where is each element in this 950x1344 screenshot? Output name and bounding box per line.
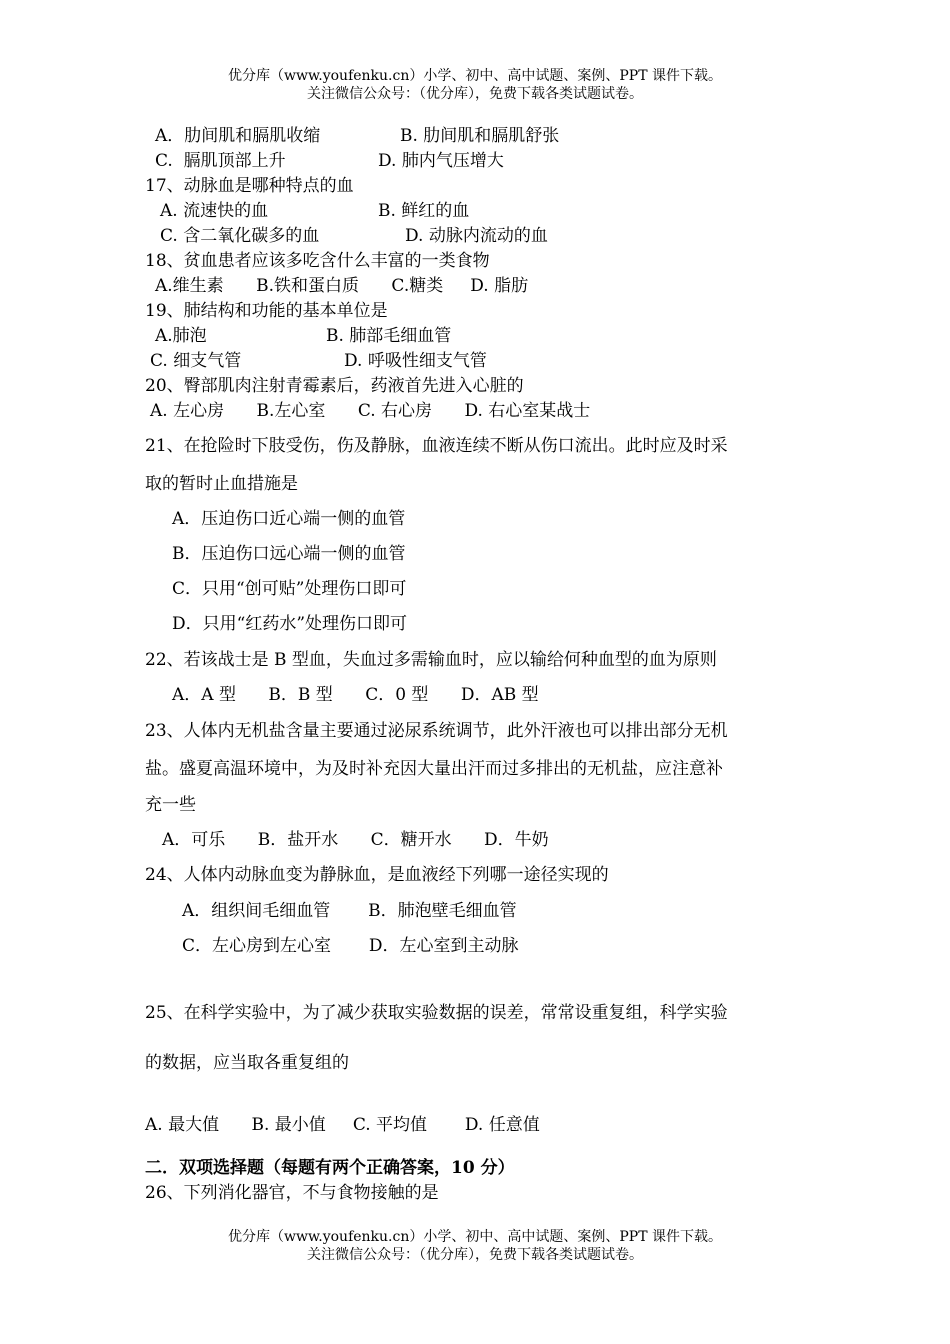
q21-option-d: D．只用“红药水”处理伤口即可	[172, 614, 408, 634]
header-line-2: 关注微信公众号：（优分库），免费下载各类试题试卷。	[307, 86, 643, 102]
q25-stem-line-1: 25、在科学实验中，为了减少获取实验数据的误差，常常设重复组，科学实验	[145, 1003, 728, 1023]
q23-options: A．可乐 B．盐开水 C．糖开水 D．牛奶	[162, 830, 549, 850]
q23-stem-line-1: 23、人体内无机盐含量主要通过泌尿系统调节，此外汗液也可以排出部分无机	[145, 721, 728, 741]
q21-option-b: B．压迫伤口远心端一侧的血管	[172, 544, 406, 564]
q23-stem-line-3: 充一些	[145, 795, 196, 815]
q17-option-c: C. 含二氧化碳多的血	[160, 226, 320, 246]
q25-options: A. 最大值 B. 最小值 C. 平均值 D. 任意值	[145, 1115, 540, 1135]
q19-option-a: A.肺泡	[155, 326, 207, 346]
header-line-1: 优分库（www.youfenku.cn）小学、初中、高中试题、案例、PPT 课件下载。	[227, 68, 722, 84]
footer-line-1: 优分库（www.youfenku.cn）小学、初中、高中试题、案例、PPT 课件下载。	[227, 1229, 722, 1245]
q20-options: A. 左心房 B.左心室 C. 右心房 D. 右心室某战士	[150, 401, 591, 421]
q17-option-b: B. 鲜红的血	[378, 201, 470, 221]
q22-options: A．A 型 B．B 型 C．0 型 D．AB 型	[172, 685, 539, 705]
q25-stem-line-2: 的数据，应当取各重复组的	[145, 1053, 349, 1073]
q19-option-c: C. 细支气管	[150, 351, 242, 371]
q22-stem: 22、若该战士是 B 型血，失血过多需输血时，应以输给何种血型的血为原则	[145, 650, 717, 670]
q18-stem: 18、贫血患者应该多吃含什么丰富的一类食物	[145, 251, 490, 271]
q17-option-a: A. 流速快的血	[160, 201, 269, 221]
q21-stem-line-2: 取的暂时止血措施是	[145, 474, 298, 494]
q21-option-a: A．压迫伤口近心端一侧的血管	[172, 509, 406, 529]
q17-option-d: D. 动脉内流动的血	[405, 226, 548, 246]
q21-stem-line-1: 21、在抢险时下肢受伤，伤及静脉，血液连续不断从伤口流出。此时应及时采	[145, 436, 728, 456]
q26-stem: 26、下列消化器官，不与食物接触的是	[145, 1183, 439, 1203]
q16-option-b: B. 肋间肌和膈肌舒张	[400, 126, 560, 146]
q16-option-d: D. 肺内气压增大	[378, 151, 504, 171]
footer-line-2: 关注微信公众号：（优分库），免费下载各类试题试卷。	[307, 1247, 643, 1263]
q23-stem-line-2: 盐。盛夏高温环境中，为及时补充因大量出汗而过多排出的无机盐，应注意补	[145, 759, 723, 779]
q16-option-a: A．肋间肌和膈肌收缩	[155, 126, 321, 146]
q16-option-c: C. 膈肌顶部上升	[155, 151, 286, 171]
q24-options-row-2: C．左心房到左心室 D．左心室到主动脉	[182, 936, 519, 956]
section-two-heading: 二．双项选择题（每题有两个正确答案，10 分）	[145, 1158, 515, 1178]
q20-stem: 20、臀部肌肉注射青霉素后，药液首先进入心脏的	[145, 376, 524, 396]
q24-stem: 24、人体内动脉血变为静脉血，是血液经下列哪一途径实现的	[145, 865, 609, 885]
q18-options: A.维生素 B.铁和蛋白质 C.糖类 D. 脂肪	[155, 276, 529, 296]
q17-stem: 17、动脉血是哪种特点的血	[145, 176, 354, 196]
q21-option-c: C．只用“创可贴”处理伤口即可	[172, 579, 407, 599]
q19-option-d: D. 呼吸性细支气管	[344, 351, 487, 371]
q19-option-b: B. 肺部毛细血管	[326, 326, 452, 346]
q24-options-row-1: A．组织间毛细血管 B．肺泡壁毛细血管	[182, 901, 517, 921]
q19-stem: 19、肺结构和功能的基本单位是	[145, 301, 388, 321]
